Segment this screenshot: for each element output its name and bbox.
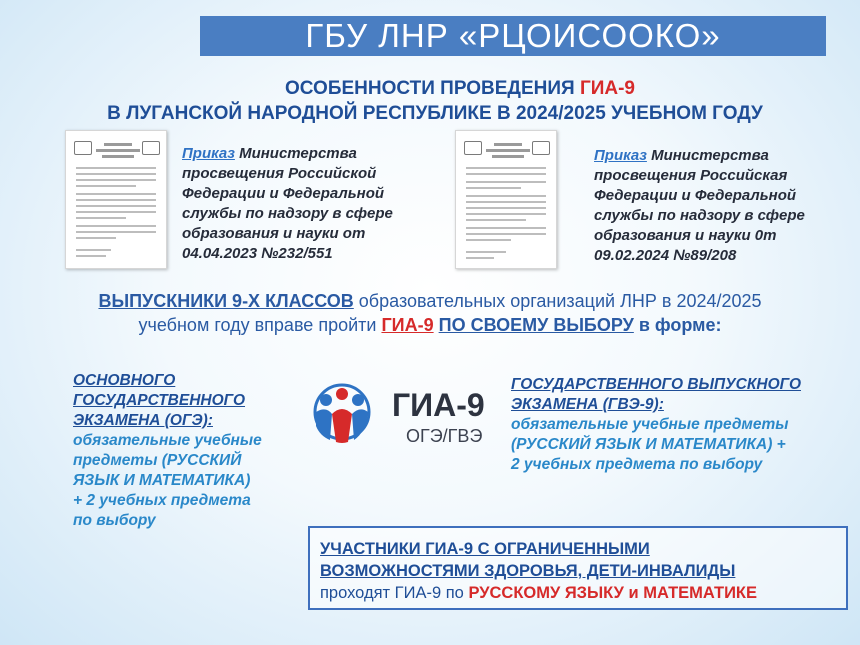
order-text-2	[594, 146, 805, 266]
notice-heading-2: ВОЗМОЖНОСТЯМИ ЗДОРОВЬЯ, ДЕТИ-ИНВАЛИДЫ	[320, 562, 736, 580]
graduates-statement	[0, 289, 860, 337]
gve-section	[511, 375, 801, 475]
disabilities-notice-box	[308, 526, 848, 610]
notice-and: и	[623, 584, 644, 602]
order-link-1[interactable]: Приказ	[182, 145, 235, 162]
order-2-line-1: Министерства	[646, 147, 769, 164]
order-1-line-1: Министерства	[234, 145, 357, 162]
oge-heading-2: ГОСУДАРСТВЕННОГО	[73, 392, 246, 409]
gia-9-logo	[302, 380, 512, 450]
order-document-thumbnail-1[interactable]	[65, 130, 167, 269]
graduates-line-1	[0, 289, 860, 313]
oge-body-1: обязательные учебные	[73, 432, 262, 449]
graduates-choice: ПО СВОЕМУ ВЫБОРУ	[438, 315, 634, 335]
title-gia-highlight: ГИА-9	[579, 78, 635, 99]
graduates-form: в форме:	[633, 315, 722, 335]
order-1-line-5: образования и науки от	[182, 225, 366, 242]
order-1-line-6: 04.04.2023 №232/551	[182, 245, 333, 262]
title-line-1-text: ОСОБЕННОСТИ ПРОВЕДЕНИЯ	[285, 78, 580, 99]
gve-body-2: (РУССКИЙ ЯЗЫК И МАТЕМАТИКА) +	[511, 436, 786, 453]
graduates-line-2	[0, 313, 860, 337]
gve-heading-1: ГОСУДАРСТВЕННОГО ВЫПУСКНОГО	[511, 376, 801, 393]
order-1-line-4: службы по надзору в сфере	[182, 205, 393, 222]
page-title	[0, 76, 860, 126]
oge-heading-1: ОСНОВНОГО	[73, 372, 176, 389]
oge-body-4: + 2 учебных предмета	[73, 492, 251, 509]
graduates-gia: ГИА-9	[381, 315, 434, 335]
oge-body-2: предметы (РУССКИЙ	[73, 452, 242, 469]
logo-sub-text: ОГЭ/ГВЭ	[406, 426, 483, 446]
oge-heading-3: ЭКЗАМЕНА (ОГЭ):	[73, 412, 213, 429]
gve-body-1: обязательные учебные предметы	[511, 416, 789, 433]
title-line-2: В ЛУГАНСКОЙ НАРОДНОЙ РЕСПУБЛИКЕ В 2024/2025 УЧЕБНОМ ГОДУ	[107, 103, 763, 124]
notice-text	[320, 582, 846, 604]
order-2-line-6: 09.02.2024 №89/208	[594, 247, 737, 264]
order-2-line-5: образования и науки 0т	[594, 227, 777, 244]
order-1-line-2: просвещения Российской	[182, 165, 377, 182]
oge-body-3: ЯЗЫК И МАТЕМАТИКА)	[73, 472, 251, 489]
graduates-text-2: учебном году вправе пройти	[138, 315, 382, 335]
notice-math: МАТЕМАТИКЕ	[643, 584, 758, 602]
oge-section	[73, 371, 262, 531]
gia-logo-icon	[302, 380, 512, 450]
order-2-line-4: службы по надзору в сфере	[594, 207, 805, 224]
order-2-line-3: Федерации и Федеральной	[594, 187, 797, 204]
header-banner	[200, 16, 826, 56]
gve-body-3: 2 учебных предмета по выбору	[511, 456, 763, 473]
logo-main-text: ГИА-9	[392, 387, 485, 423]
order-2-line-2: просвещения Российская	[594, 167, 788, 184]
notice-russian: РУССКОМУ ЯЗЫКУ	[468, 584, 624, 602]
graduates-heading: ВЫПУСКНИКИ 9-Х КЛАССОВ	[98, 291, 354, 311]
graduates-text-1: образовательных организаций ЛНР в 2024/2025	[353, 291, 762, 311]
title-line-1	[0, 76, 860, 101]
oge-body-5: по выбору	[73, 512, 156, 529]
order-document-thumbnail-2[interactable]	[455, 130, 557, 269]
gve-heading-2: ЭКЗАМЕНА (ГВЭ-9):	[511, 396, 664, 413]
notice-heading-1: УЧАСТНИКИ ГИА-9 С ОГРАНИЧЕННЫМИ	[320, 540, 650, 558]
order-1-line-3: Федерации и Федеральной	[182, 185, 385, 202]
banner-text: ГБУ ЛНР «РЦОИСООКО»	[305, 17, 721, 54]
order-text-1	[182, 144, 393, 264]
order-link-2[interactable]: Приказ	[594, 147, 647, 164]
notice-text-1: проходят ГИА-9 по	[320, 584, 469, 602]
